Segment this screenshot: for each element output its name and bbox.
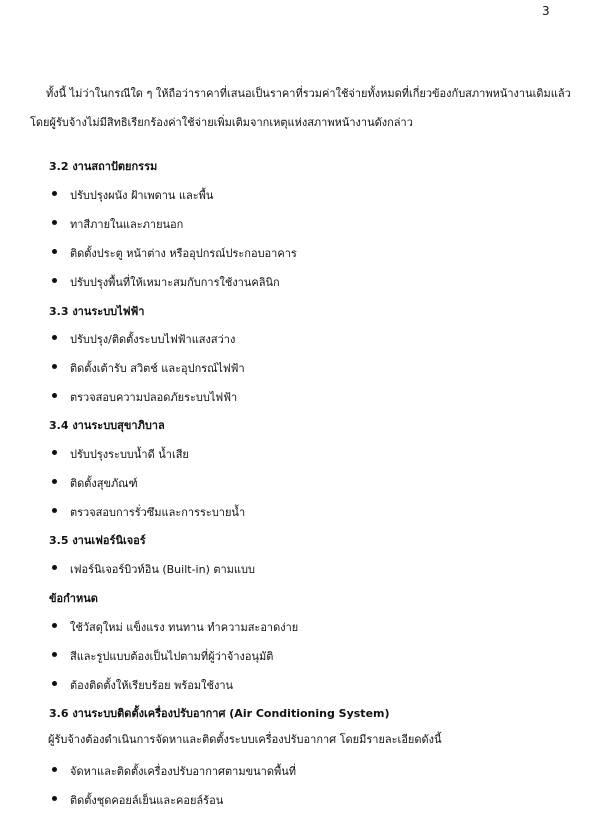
bullet-icon [52,191,57,196]
section-description: ผู้รับจ้างต้องดำเนินการจัดหาและติดตั้งระบบเครื่องปรับอากาศ โดยมีรายละเอียดดังนี้ [48,733,442,746]
bullet-icon [52,450,57,455]
intro-line-1: ทั้งนี้ ไม่ว่าในกรณีใด ๆ ให้ถือว่าราคาที่เสนอเป็นราคาที่รวมค่าใช้จ่ายทั้งหมดที่เกี่ยวข้องกับสภาพหน้างานเดิมแล้ว [46,87,571,100]
bullet-icon [52,508,57,513]
section-heading-sanitary: 3.4 งานระบบสุขาภิบาล [49,419,165,432]
bullet-icon [52,623,57,628]
bullet-icon [52,335,57,340]
section-heading-electrical: 3.3 งานระบบไฟฟ้า [49,305,145,318]
section-heading-architecture: 3.2 งานสถาปัตยกรรม [49,160,158,173]
bullet-icon [52,393,57,398]
section-heading-requirements: ข้อกำหนด [49,592,98,605]
page-number: 3 [542,4,550,18]
bullet-icon [52,278,57,283]
intro-line-2: โดยผู้รับจ้างไม่มีสิทธิเรียกร้องค่าใช้จ่ายเพิ่มเติมจากเหตุแห่งสภาพหน้างานดังกล่าว [30,116,413,129]
bullet-icon [52,767,57,772]
bullet-icon [52,364,57,369]
section-heading-air-conditioning: 3.6 งานระบบติดตั้งเครื่องปรับอากาศ (Air Conditioning System) [49,707,390,720]
bullet-icon [52,479,57,484]
bullet-icon [52,796,57,801]
bullet-icon [52,565,57,570]
bullet-icon [52,249,57,254]
bullet-icon [52,652,57,657]
bullet-icon [52,681,57,686]
section-heading-furniture: 3.5 งานเฟอร์นิเจอร์ [49,534,146,547]
bullet-icon [52,220,57,225]
